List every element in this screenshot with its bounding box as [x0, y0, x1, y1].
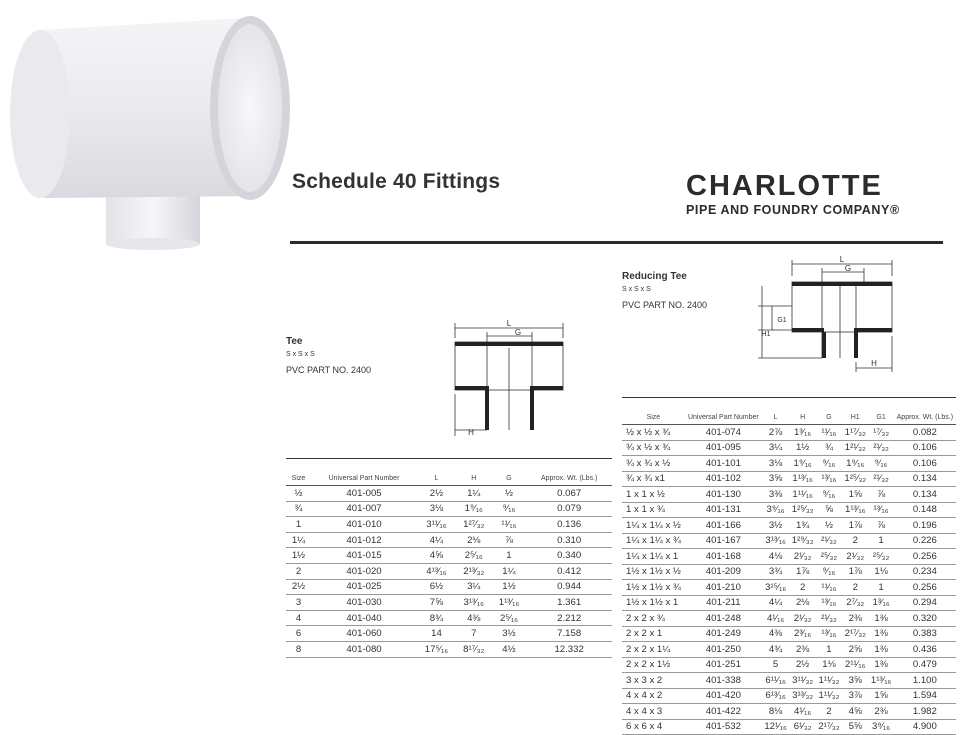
- column-header: Universal Part Number: [685, 398, 762, 425]
- table-cell: 0.294: [894, 595, 956, 611]
- table-row: [622, 456, 956, 472]
- table-cell: 4: [286, 610, 311, 626]
- table-cell: 2½: [286, 579, 311, 595]
- table-cell: 401-025: [311, 579, 417, 595]
- table-cell: 1¹³⁄₁₆: [789, 471, 816, 487]
- table-cell: 3⅝: [762, 471, 789, 487]
- table-cell: 3¹⁵⁄₁₆: [762, 580, 789, 596]
- table-cell: 4⅜: [456, 610, 492, 626]
- table-cell: 6¹³⁄₁₆: [762, 688, 789, 704]
- table-cell: 1: [816, 642, 842, 658]
- table-cell: 0.148: [894, 502, 956, 518]
- table-cell: 1½ x 1½ x 1: [622, 595, 685, 611]
- table-cell: 2⁵⁄₁₆: [492, 610, 527, 626]
- table-cell: 2: [842, 533, 869, 549]
- reducing-tee-subheading: S x S x S: [622, 286, 651, 293]
- table-row: [622, 595, 956, 611]
- table-cell: ⅝: [816, 502, 842, 518]
- table-cell: 401-060: [311, 626, 417, 642]
- column-header: Size: [286, 459, 311, 486]
- table-row: [622, 611, 956, 627]
- table-cell: 1¼ x 1¼ x ¾: [622, 533, 685, 549]
- table-row: [286, 501, 612, 517]
- table-row: [622, 642, 956, 658]
- table-cell: ⅞: [492, 532, 527, 548]
- table-cell: 401-012: [311, 532, 417, 548]
- table-cell: 2½: [789, 657, 816, 673]
- table-cell: 4½: [492, 641, 527, 657]
- table-cell: 3¹³⁄₁₆: [762, 533, 789, 549]
- table-cell: 7: [456, 626, 492, 642]
- table-cell: 1⅜: [869, 642, 894, 658]
- tee-table-header: [286, 459, 612, 486]
- column-header: Approx. Wt. (Lbs.): [894, 398, 956, 425]
- table-cell: 401-532: [685, 719, 762, 735]
- table-cell: ¾ x ¾ x ½: [622, 456, 685, 472]
- table-cell: 2¹⁷⁄₃₂: [816, 719, 842, 735]
- table-row: [622, 704, 956, 720]
- table-cell: 8¹⁷⁄₃₂: [456, 641, 492, 657]
- table-cell: 8⅛: [762, 704, 789, 720]
- table-cell: ½: [816, 518, 842, 534]
- tee-label-h: H: [468, 428, 474, 437]
- table-cell: ⁹⁄₁₆: [492, 501, 527, 517]
- table-cell: 401-030: [311, 595, 417, 611]
- table-cell: 2½: [417, 486, 456, 502]
- table-cell: 1⅜: [869, 657, 894, 673]
- table-cell: 2¹⁄₃₂: [842, 549, 869, 565]
- table-cell: 401-102: [685, 471, 762, 487]
- table-cell: 3⁹⁄₁₆: [762, 502, 789, 518]
- table-cell: 5⅝: [842, 719, 869, 735]
- table-cell: 3½: [492, 626, 527, 642]
- reducing-tee-label-l: L: [839, 256, 845, 264]
- table-cell: 4¼: [417, 532, 456, 548]
- table-cell: 1¼: [286, 532, 311, 548]
- table-cell: ¹¹⁄₁₆: [816, 580, 842, 596]
- table-cell: 401-250: [685, 642, 762, 658]
- table-cell: 1⅞: [842, 518, 869, 534]
- table-cell: 401-040: [311, 610, 417, 626]
- table-cell: 2¹⁷⁄₃₂: [842, 626, 869, 642]
- table-cell: 1²⁵⁄₃₂: [789, 502, 816, 518]
- table-cell: 401-130: [685, 487, 762, 503]
- table-cell: 8¾: [417, 610, 456, 626]
- table-cell: 3⅞: [842, 688, 869, 704]
- tee-heading: Tee: [286, 336, 303, 347]
- table-cell: 0.310: [526, 532, 612, 548]
- reducing-tee-label-h: H: [871, 359, 877, 368]
- table-cell: 1½: [789, 440, 816, 456]
- table-cell: 3: [286, 595, 311, 611]
- tee-heading-block: [286, 335, 371, 377]
- reducing-tee-label-g: G: [844, 264, 852, 273]
- table-cell: 1¼ x 1¼ x ½: [622, 518, 685, 534]
- table-cell: 3⅛: [762, 456, 789, 472]
- table-cell: 3¾: [762, 564, 789, 580]
- table-cell: ¹³⁄₁₆: [869, 502, 894, 518]
- table-cell: 2¹⁄₃₂: [789, 611, 816, 627]
- table-cell: 0.320: [894, 611, 956, 627]
- table-cell: 8: [286, 641, 311, 657]
- table-row: [286, 595, 612, 611]
- table-cell: 1: [286, 517, 311, 533]
- table-cell: 401-074: [685, 425, 762, 441]
- table-cell: 1⅝: [869, 688, 894, 704]
- column-header: L: [762, 398, 789, 425]
- table-cell: 3¹¹⁄₃₂: [789, 673, 816, 689]
- table-cell: 401-166: [685, 518, 762, 534]
- product-photo: [0, 0, 300, 260]
- column-header: G: [816, 398, 842, 425]
- table-cell: 0.134: [894, 471, 956, 487]
- column-header: Universal Part Number: [311, 459, 417, 486]
- table-cell: 401-010: [311, 517, 417, 533]
- table-cell: 2⅛: [456, 532, 492, 548]
- tee-subheading: S x S x S: [286, 351, 315, 358]
- table-cell: 1³⁄₁₆: [869, 595, 894, 611]
- table-cell: 1²⁹⁄₃₂: [789, 533, 816, 549]
- table-cell: 7⅝: [417, 595, 456, 611]
- table-cell: ²¹⁄₃₂: [869, 440, 894, 456]
- table-cell: ¹¹⁄₁₆: [492, 517, 527, 533]
- table-row: [622, 688, 956, 704]
- table-cell: 3¹³⁄₃₂: [789, 688, 816, 704]
- table-cell: 0.134: [894, 487, 956, 503]
- table-cell: 401-020: [311, 563, 417, 579]
- table-row: [622, 626, 956, 642]
- table-cell: 4¹³⁄₁₆: [417, 563, 456, 579]
- table-cell: 0.256: [894, 549, 956, 565]
- table-cell: ¾: [286, 501, 311, 517]
- table-cell: 2: [816, 704, 842, 720]
- table-cell: 401-101: [685, 456, 762, 472]
- table-row: [622, 502, 956, 518]
- column-header: H1: [842, 398, 869, 425]
- table-cell: 6 x 6 x 4: [622, 719, 685, 735]
- reducing-tee-diagram: [752, 256, 902, 376]
- column-header: L: [417, 459, 456, 486]
- table-cell: 12¹⁄₁₆: [762, 719, 789, 735]
- table-cell: ²¹⁄₃₂: [869, 471, 894, 487]
- table-cell: 4.900: [894, 719, 956, 735]
- table-cell: 1½: [286, 548, 311, 564]
- table-cell: 4⅛: [762, 549, 789, 565]
- table-row: [286, 517, 612, 533]
- table-cell: 1.982: [894, 704, 956, 720]
- table-row: [622, 533, 956, 549]
- brand-logo: [686, 172, 900, 217]
- table-cell: ¹³⁄₁₆: [816, 626, 842, 642]
- table-cell: 2⅛: [789, 595, 816, 611]
- table-row: [622, 657, 956, 673]
- table-cell: 2: [842, 580, 869, 596]
- table-cell: 3¹¹⁄₁₆: [417, 517, 456, 533]
- table-cell: 4¹⁄₁₆: [789, 704, 816, 720]
- table-cell: 401-080: [311, 641, 417, 657]
- table-cell: 6: [286, 626, 311, 642]
- table-cell: ¹¹⁄₁₆: [816, 425, 842, 441]
- table-cell: 1 x 1 x ¾: [622, 502, 685, 518]
- table-cell: 1¹¹⁄₃₂: [816, 688, 842, 704]
- table-cell: 1½ x 1½ x ¾: [622, 580, 685, 596]
- table-cell: 1½ x 1½ x ½: [622, 564, 685, 580]
- table-cell: 1¼ x 1¼ x 1: [622, 549, 685, 565]
- table-cell: 2⅞: [762, 425, 789, 441]
- table-cell: 1²¹⁄₃₂: [842, 440, 869, 456]
- table-cell: 1¾: [789, 518, 816, 534]
- tee-diagram: [445, 318, 575, 438]
- table-cell: 1⅜: [869, 626, 894, 642]
- table-cell: 7.158: [526, 626, 612, 642]
- reducing-tee-table-header: [622, 398, 956, 425]
- table-cell: ¹³⁄₁₆: [816, 595, 842, 611]
- table-cell: 3 x 3 x 2: [622, 673, 685, 689]
- table-cell: 1⅛: [869, 564, 894, 580]
- table-cell: ²¹⁄₃₂: [816, 611, 842, 627]
- table-cell: ¹⁷⁄₃₂: [869, 425, 894, 441]
- table-cell: 1.100: [894, 673, 956, 689]
- table-cell: ⅞: [869, 518, 894, 534]
- table-cell: ²¹⁄₃₂: [816, 533, 842, 549]
- column-header: Approx. Wt. (Lbs.): [526, 459, 612, 486]
- table-cell: 1³⁄₁₆: [789, 425, 816, 441]
- table-cell: 3⅜: [762, 487, 789, 503]
- table-cell: 401-251: [685, 657, 762, 673]
- tee-label-l: L: [506, 319, 512, 328]
- table-cell: ⅞: [869, 487, 894, 503]
- table-cell: 17⁵⁄₁₆: [417, 641, 456, 657]
- table-cell: 2⅜: [789, 642, 816, 658]
- table-cell: 1¹⁷⁄₃₂: [842, 425, 869, 441]
- table-cell: 1⅛: [816, 657, 842, 673]
- table-cell: 1 x 1 x ½: [622, 487, 685, 503]
- table-cell: 1: [492, 548, 527, 564]
- table-cell: 1¹³⁄₁₆: [869, 673, 894, 689]
- table-cell: 1: [869, 533, 894, 549]
- table-cell: 2⁵⁄₁₆: [456, 548, 492, 564]
- table-cell: 2 x 2 x 1: [622, 626, 685, 642]
- table-cell: 2: [789, 580, 816, 596]
- table-cell: 0.479: [894, 657, 956, 673]
- table-cell: ½: [286, 486, 311, 502]
- table-cell: 1¹³⁄₁₆: [492, 595, 527, 611]
- reducing-tee-part-number: PVC PART NO. 2400: [622, 300, 708, 310]
- table-row: [286, 610, 612, 626]
- table-cell: 3¼: [762, 440, 789, 456]
- brand-subtitle: PIPE AND FOUNDRY COMPANY®: [686, 203, 900, 217]
- table-cell: 2 x 2 x 1½: [622, 657, 685, 673]
- table-cell: ½ x ½ x ¾: [622, 425, 685, 441]
- table-cell: ¾ x ½ x ¾: [622, 440, 685, 456]
- table-row: [622, 580, 956, 596]
- table-cell: ½: [492, 486, 527, 502]
- table-cell: 4 x 4 x 2: [622, 688, 685, 704]
- document-title: Schedule 40 Fittings: [292, 170, 501, 193]
- table-row: [622, 487, 956, 503]
- table-cell: 3¹³⁄₁₆: [456, 595, 492, 611]
- table-cell: ¹³⁄₁₆: [816, 471, 842, 487]
- column-header: Size: [622, 398, 685, 425]
- table-cell: 4⅝: [842, 704, 869, 720]
- table-cell: 2⅜: [842, 611, 869, 627]
- table-row: [286, 641, 612, 657]
- table-cell: 1¼: [492, 563, 527, 579]
- table-row: [286, 548, 612, 564]
- table-cell: 6¹¹⁄₁₆: [762, 673, 789, 689]
- table-cell: 5: [762, 657, 789, 673]
- table-cell: 401-420: [685, 688, 762, 704]
- table-cell: 0.079: [526, 501, 612, 517]
- table-row: [622, 719, 956, 735]
- table-cell: 401-131: [685, 502, 762, 518]
- table-cell: 12.332: [526, 641, 612, 657]
- table-cell: 401-005: [311, 486, 417, 502]
- table-cell: 1¹¹⁄₁₆: [789, 487, 816, 503]
- table-cell: 1⅞: [789, 564, 816, 580]
- table-cell: 401-167: [685, 533, 762, 549]
- reducing-tee-label-h1: H1: [761, 331, 771, 338]
- table-row: [622, 425, 956, 441]
- tee-label-g: G: [514, 328, 522, 337]
- table-cell: ⁹⁄₁₆: [869, 456, 894, 472]
- table-row: [286, 579, 612, 595]
- table-cell: 2.212: [526, 610, 612, 626]
- table-cell: 4 x 4 x 3: [622, 704, 685, 720]
- table-cell: 0.944: [526, 579, 612, 595]
- brand-name: CHARLOTTE: [686, 170, 883, 202]
- table-cell: 401-015: [311, 548, 417, 564]
- table-cell: 2¹⁄₃₂: [789, 549, 816, 565]
- table-cell: 14: [417, 626, 456, 642]
- table-cell: 401-338: [685, 673, 762, 689]
- table-cell: 401-210: [685, 580, 762, 596]
- table-cell: 0.412: [526, 563, 612, 579]
- table-row: [622, 518, 956, 534]
- table-cell: 3¼: [456, 579, 492, 595]
- tee-part-number: PVC PART NO. 2400: [286, 365, 372, 375]
- column-header: H: [456, 459, 492, 486]
- table-row: [622, 564, 956, 580]
- table-cell: 2⅜: [869, 704, 894, 720]
- table-cell: 0.340: [526, 548, 612, 564]
- table-cell: 1²⁵⁄₃₂: [842, 471, 869, 487]
- table-cell: 401-422: [685, 704, 762, 720]
- table-cell: 2: [286, 563, 311, 579]
- reducing-tee-table: [622, 397, 956, 735]
- table-cell: 1⁹⁄₁₆: [456, 501, 492, 517]
- table-row: [622, 440, 956, 456]
- table-cell: ¾: [816, 440, 842, 456]
- table-cell: 6¹⁄₃₂: [789, 719, 816, 735]
- table-cell: 4¹⁄₁₆: [762, 611, 789, 627]
- table-cell: 0.106: [894, 456, 956, 472]
- table-cell: 0.436: [894, 642, 956, 658]
- table-cell: ⁹⁄₁₆: [816, 487, 842, 503]
- table-row: [286, 626, 612, 642]
- table-cell: 0.196: [894, 518, 956, 534]
- table-cell: 0.067: [526, 486, 612, 502]
- table-cell: 401-248: [685, 611, 762, 627]
- column-header: G: [492, 459, 527, 486]
- table-cell: 1¹¹⁄₃₂: [816, 673, 842, 689]
- table-cell: 0.256: [894, 580, 956, 596]
- header-divider: [290, 241, 943, 244]
- table-cell: 1⅞: [842, 564, 869, 580]
- table-cell: 1.361: [526, 595, 612, 611]
- table-cell: ⁹⁄₁₆: [816, 456, 842, 472]
- table-cell: 401-007: [311, 501, 417, 517]
- table-cell: 4¾: [762, 642, 789, 658]
- table-cell: 0.234: [894, 564, 956, 580]
- table-cell: 1⅜: [869, 611, 894, 627]
- table-cell: 2¹¹⁄₁₆: [842, 657, 869, 673]
- table-cell: ¾ x ¾ x1: [622, 471, 685, 487]
- table-cell: 3⅛: [417, 501, 456, 517]
- table-cell: 401-249: [685, 626, 762, 642]
- table-cell: 1: [869, 580, 894, 596]
- table-cell: 3½: [762, 518, 789, 534]
- table-cell: 2³⁄₁₆: [789, 626, 816, 642]
- reducing-tee-heading-block: [622, 270, 707, 312]
- table-cell: 1⁹⁄₁₆: [789, 456, 816, 472]
- table-row: [622, 549, 956, 565]
- table-cell: 4⅝: [417, 548, 456, 564]
- table-cell: 401-211: [685, 595, 762, 611]
- table-cell: 2¹³⁄₃₂: [456, 563, 492, 579]
- table-cell: 0.106: [894, 440, 956, 456]
- table-cell: 1²⁷⁄₃₂: [456, 517, 492, 533]
- table-row: [286, 486, 612, 502]
- table-cell: 2 x 2 x 1¼: [622, 642, 685, 658]
- table-cell: 3⁹⁄₁₆: [869, 719, 894, 735]
- table-cell: ²⁵⁄₃₂: [869, 549, 894, 565]
- table-row: [286, 563, 612, 579]
- table-row: [622, 471, 956, 487]
- table-cell: 6½: [417, 579, 456, 595]
- table-row: [622, 673, 956, 689]
- table-cell: 4¼: [762, 595, 789, 611]
- table-cell: ²⁵⁄₃₂: [816, 549, 842, 565]
- tee-table: [286, 458, 612, 658]
- table-cell: 1⅝: [842, 487, 869, 503]
- reducing-tee-label-g1: G1: [777, 317, 787, 324]
- table-cell: 2⅝: [842, 642, 869, 658]
- table-cell: 3⅝: [842, 673, 869, 689]
- table-cell: 2⁷⁄₃₂: [842, 595, 869, 611]
- reducing-tee-heading: Reducing Tee: [622, 271, 687, 282]
- table-row: [286, 532, 612, 548]
- table-cell: 0.136: [526, 517, 612, 533]
- table-cell: 401-095: [685, 440, 762, 456]
- table-cell: 1½: [492, 579, 527, 595]
- table-cell: 4⅜: [762, 626, 789, 642]
- table-cell: 2 x 2 x ¾: [622, 611, 685, 627]
- table-cell: 401-209: [685, 564, 762, 580]
- table-cell: 1¹³⁄₁₆: [842, 502, 869, 518]
- table-cell: ⁹⁄₁₆: [816, 564, 842, 580]
- column-header: H: [789, 398, 816, 425]
- table-cell: 0.226: [894, 533, 956, 549]
- table-cell: 1.594: [894, 688, 956, 704]
- table-cell: 1⁹⁄₁₆: [842, 456, 869, 472]
- table-cell: 0.082: [894, 425, 956, 441]
- table-cell: 0.383: [894, 626, 956, 642]
- table-cell: 401-168: [685, 549, 762, 565]
- column-header: G1: [869, 398, 894, 425]
- table-cell: 1¼: [456, 486, 492, 502]
